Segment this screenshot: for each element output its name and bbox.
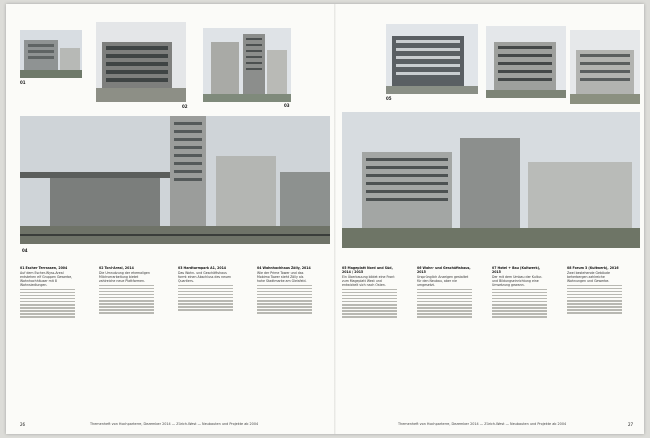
photo-05 (386, 24, 478, 94)
photo-06 (486, 26, 566, 98)
article-column (417, 266, 472, 416)
column-lead: Ursprünglich Anzeigen gestaltet für den Neubau, aber nie umgesetzt. (417, 275, 469, 287)
photo-number: 05 (386, 96, 392, 101)
photo-right-bottom (342, 112, 640, 248)
photo-04 (20, 116, 330, 244)
photo-number: 03 (284, 103, 290, 108)
column-heading: 02 Toni-Areal, 2014 (99, 266, 134, 270)
article-column (567, 266, 622, 416)
column-lead: Die Umnutzung der ehemaligen Milchverarbeitung bietet zahlreiche neue Plattformen. (99, 271, 150, 283)
column-lead: Auf dem Escher-Wyss-Areal entstehen elf Gruppen Gewerbe, Wohnhochhäuser mit 8 Wohnsiedlungen. (20, 271, 73, 287)
footer-left: Themenheft von Hochparterre, Dezember 2014 — Zürich-West — Neubauten und Projekte ab 2004 (90, 422, 259, 426)
article-column (342, 266, 397, 416)
photo-01 (20, 30, 82, 78)
column-lead: Ein Überbauung bildet eine Front zum Mageplatt West und entwickelt sich nach Osten. (342, 275, 395, 287)
column-heading: 08 Forum 3 (Kultwerk), 2016 (567, 266, 619, 270)
page-number-right: 27 (628, 422, 634, 427)
column-lead: Das Wohn- und Geschäftshaus formt einen Abschluss des neuen Quartiers. (178, 271, 232, 283)
page-number-left: 26 (20, 422, 26, 427)
page-gutter (334, 4, 336, 434)
photo-number: 04 (22, 248, 28, 253)
article-column (492, 266, 547, 416)
photo-03 (203, 28, 291, 102)
column-lead: Zwei bestehende Gebäude beherbergen zahlreiche Wohnungen und Gewerbe. (567, 271, 610, 283)
footer-right: Themenheft von Hochparterre, Dezember 2014 — Zürich-West — Neubauten und Projekte ab 2004 (398, 422, 567, 426)
photo-number: 01 (20, 80, 26, 85)
column-heading: 07 Hotel + Bau (Kultwerk), 2015 (492, 266, 541, 274)
article-column (257, 266, 312, 416)
column-heading: 04 Wohnhochhaus Zölly, 2014 (257, 266, 311, 270)
article-column (178, 266, 233, 416)
photo-07 (570, 30, 640, 104)
magazine-spread (6, 4, 644, 434)
column-lead: Der mit dem Umbau der Kultur- und Bildungseinrichtung eine Umsetzung gewann. (492, 275, 543, 287)
article-column (20, 266, 75, 416)
column-heading: 01 Escher Terrassen, 2004 (20, 266, 68, 270)
column-heading: 05 Mageplatt Nord und Süd, 2014 / 2015 (342, 266, 393, 274)
photo-02 (96, 22, 186, 102)
article-column (99, 266, 154, 416)
column-heading: 03 Hardturmpark A1, 2014 (178, 266, 227, 270)
column-lead: Wie der Prime Tower und das Mobimo Tower steht Zölly als hohe Stadtmarke am Gleisfeld. (257, 271, 307, 283)
column-heading: 06 Wohn- und Geschäftshaus, 2015 (417, 266, 471, 274)
photo-number: 02 (182, 104, 188, 109)
